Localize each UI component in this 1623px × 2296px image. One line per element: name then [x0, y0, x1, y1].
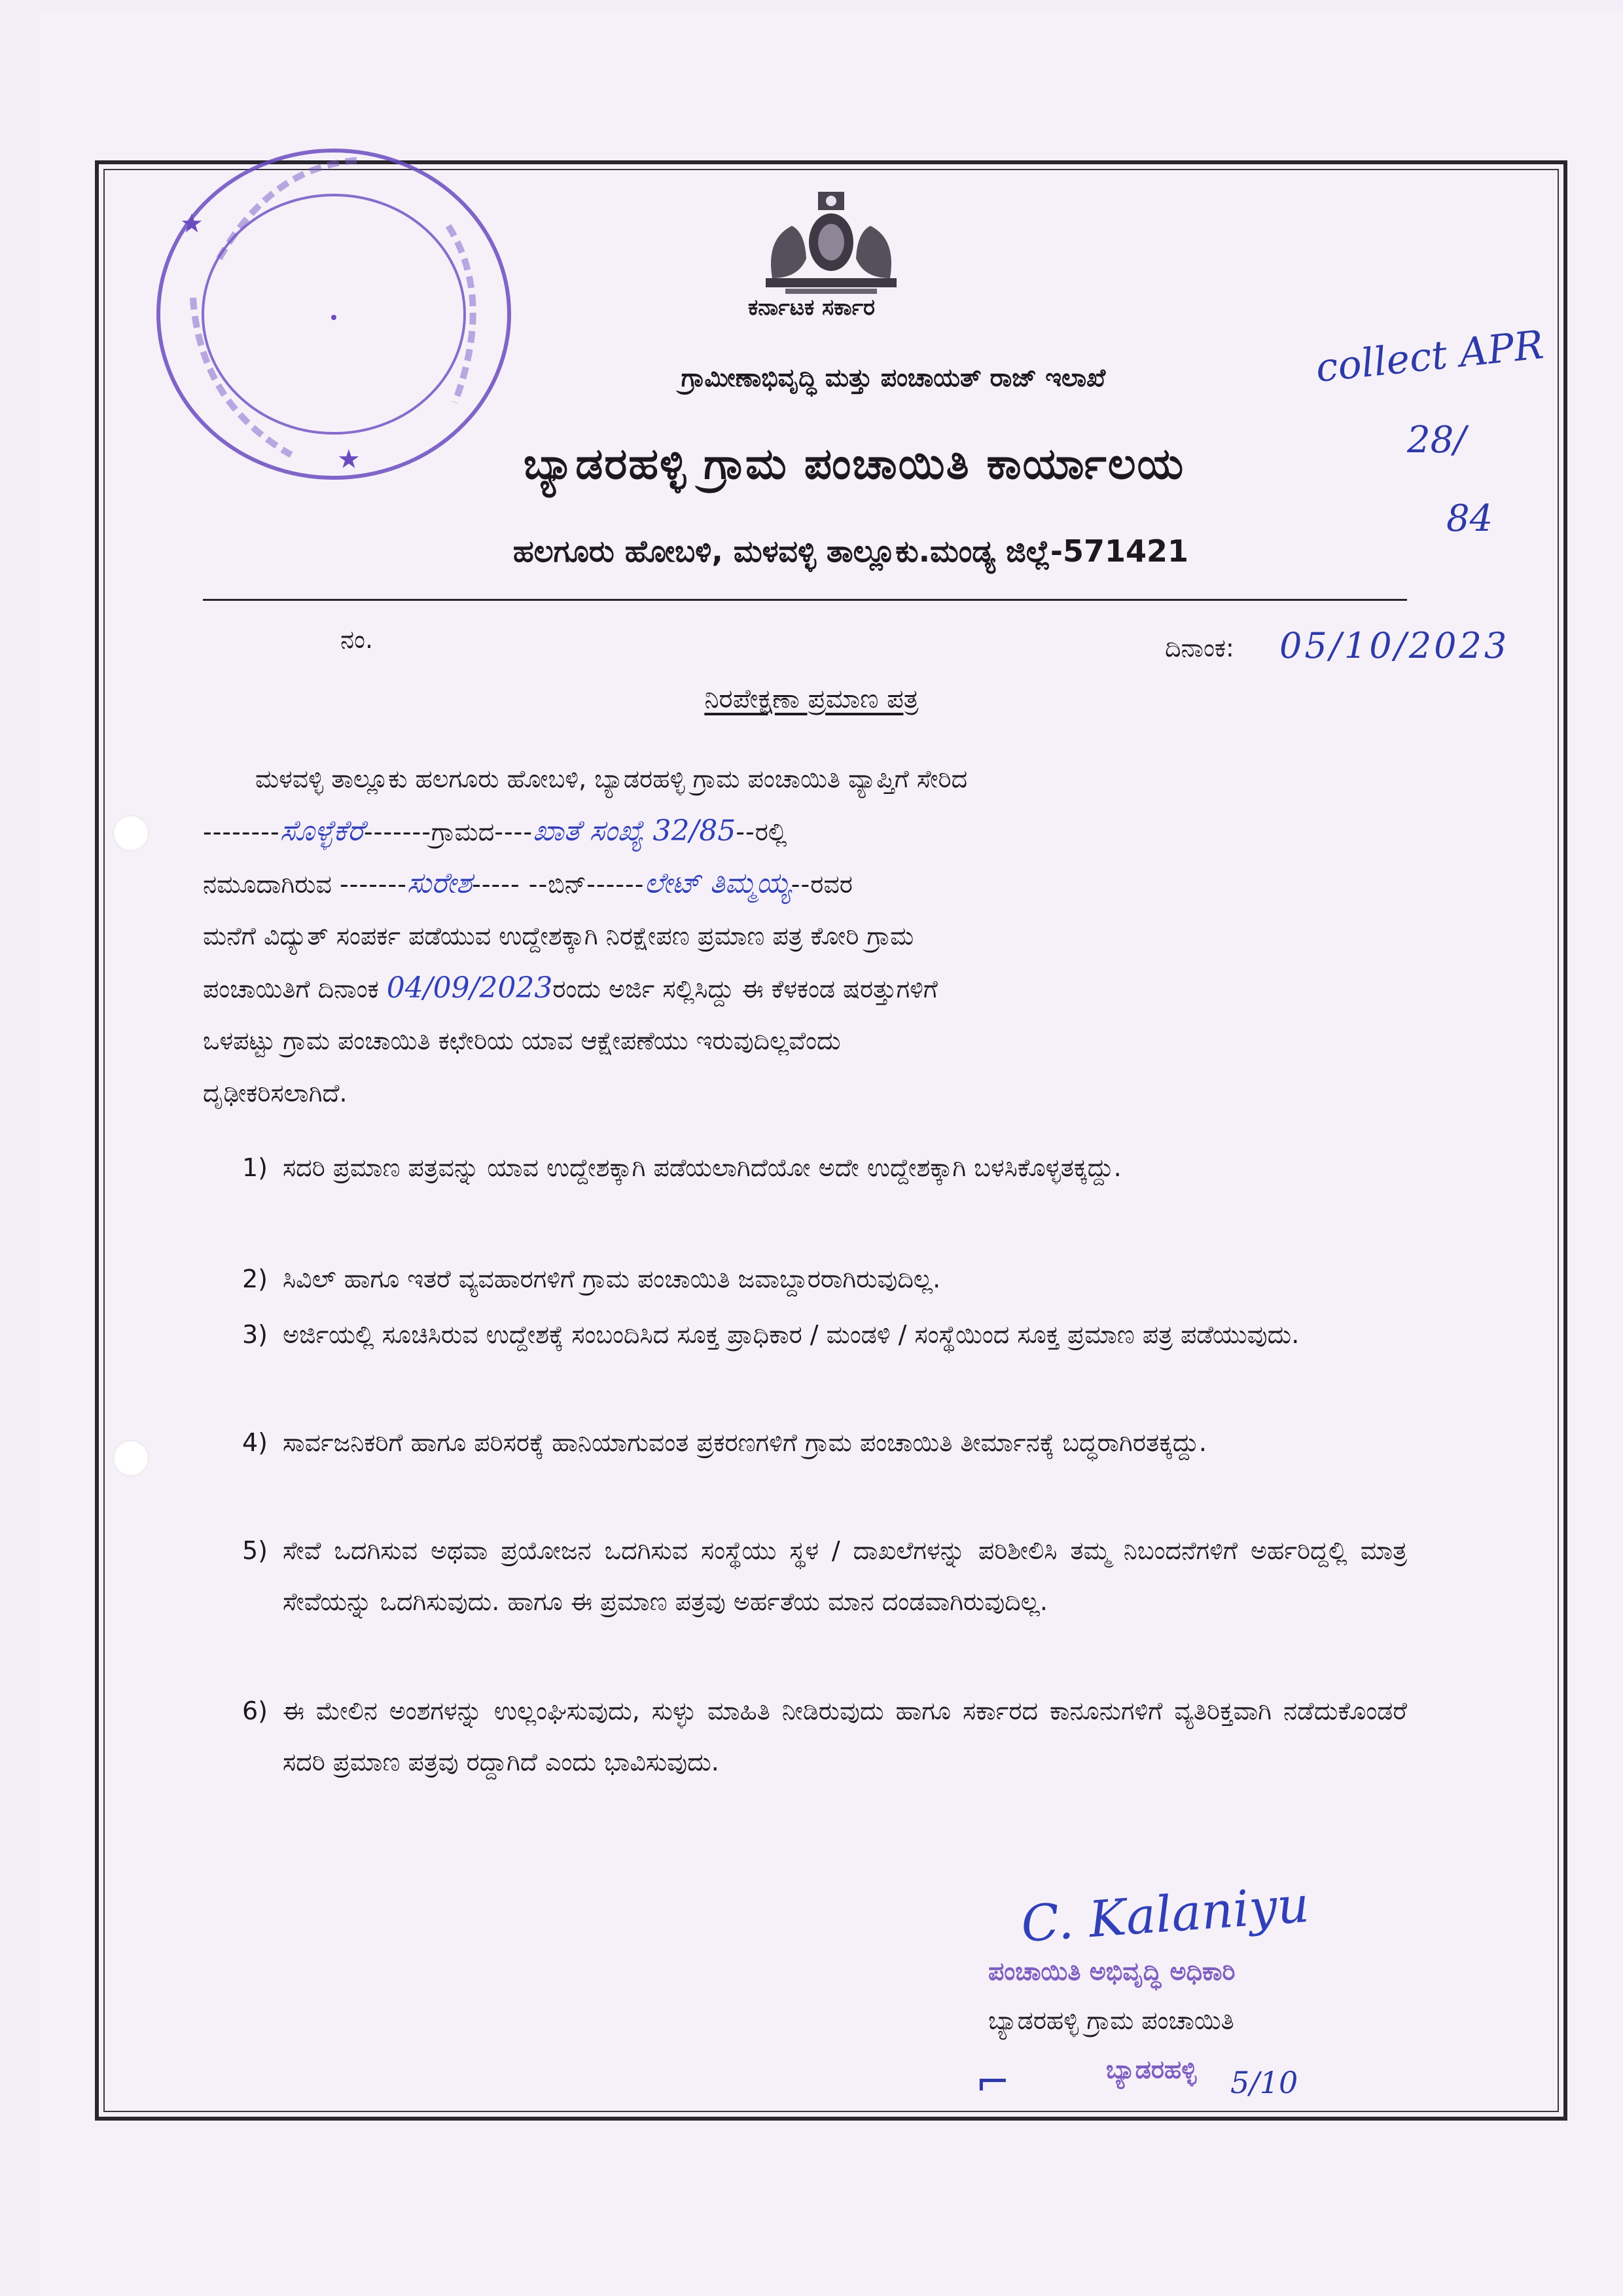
condition-text: ಈ ಮೇಲಿನ ಅಂಶಗಳನ್ನು ಉಲ್ಲಂಘಿಸುವುದು, ಸುಳ್ಳು ಮಾಹಿತಿ ನೀಡಿರುವುದು ಹಾಗೂ ಸರ್ಕಾರದ ಕಾನೂನುಗಳಿಗೆ ವ್ಯತಿರಿಕ್ತವಾಗಿ ನಡೆದುಕೊಂಡರೆ ಸದರಿ ಪ್ರಮಾಣ ಪತ್ರವು ರದ್ದಾಗಿದೆ ಎಂದು ಭಾವಿಸುವುದು.	[283, 1696, 1407, 1776]
condition-item	[242, 1142, 1407, 1193]
condition-number: 4)	[242, 1428, 268, 1457]
application-date: 04/09/2023	[386, 971, 553, 1005]
condition-number: 6)	[242, 1696, 268, 1725]
father-suffix: ರವರ	[810, 870, 853, 899]
condition-text: ಸಾರ್ವಜನಿಕರಿಗೆ ಹಾಗೂ ಪರಿಸರಕ್ಕೆ ಹಾನಿಯಾಗುವಂತ ಪ್ರಕರಣಗಳಿಗೆ ಗ್ರಾಮ ಪಂಚಾಯಿತಿ ತೀರ್ಮಾನಕ್ಕೆ ಬದ್ಧರಾಗಿರತಕ್ಕದ್ದು.	[283, 1428, 1207, 1457]
application-date-suffix: ರಂದು ಅರ್ಜಿ ಸಲ್ಲಿಸಿದ್ದು ಈ ಕೆಳಕಂಡ ಷರತ್ತುಗಳಿಗೆ	[552, 975, 938, 1003]
signature-date: 5/10	[1230, 2065, 1298, 2100]
handwritten-annotation-line2: 28/	[1407, 419, 1467, 461]
officer-office: ಬ್ಯಾಡರಹಳ್ಳಿ ಗ್ರಾಮ ಪಂಚಾಯಿತಿ	[988, 2006, 1234, 2035]
office-stamp-place: ಬ್ಯಾಡರಹಳ್ಳಿ	[1106, 2055, 1197, 2084]
blank-dashes: ----	[494, 817, 533, 846]
body-line-1: ಮಳವಳ್ಳಿ ತಾಲ್ಲೂಕು ಹಲಗೂರು ಹೋಬಳಿ, ಬ್ಯಾಡರಹಳ್ಳಿ ಗ್ರಾಮ ಪಂಚಾಯಿತಿ ವ್ಯಾಪ್ತಿಗೆ ಸೇರಿದ	[255, 764, 968, 793]
condition-text: ಸೇವೆ ಒದಗಿಸುವ ಅಥವಾ ಪ್ರಯೋಜನ ಒದಗಿಸುವ ಸಂಸ್ಥೆಯು ಸ್ಥಳ / ದಾಖಲೆಗಳನ್ನು ಪರಿಶೀಲಿಸಿ ತಮ್ಮ ನಿಬಂದನೆಗಳಿಗೆ ಅರ್ಹರಿದ್ದಲ್ಲಿ ಮಾತ್ರ ಸೇವೆಯನ್ನು ಒದಗಿಸುವುದು. ಹಾಗೂ ಈ ಪ್ರಮಾಣ ಪತ್ರವು ಅರ್ಹತೆಯ ಮಾನ ದಂಡವಾಗಿರುವುದಿಲ್ಲ.	[283, 1536, 1407, 1616]
condition-text: ಸದರಿ ಪ್ರಮಾಣ ಪತ್ರವನ್ನು ಯಾವ ಉದ್ದೇಶಕ್ಕಾಗಿ ಪಡೆಯಲಾಗಿದೆಯೋ ಅದೇ ಉದ್ದೇಶಕ್ಕಾಗಿ ಬಳಸಿಕೊಳ್ಳತಕ್ಕದ್ದು.	[283, 1153, 1122, 1182]
body-line-4: ಮನೆಗೆ ವಿದ್ಯುತ್ ಸಂಪರ್ಕ ಪಡೆಯುವ ಉದ್ದೇಶಕ್ಕಾಗಿ ನಿರಕ್ಷೇಪಣ ಪ್ರಮಾಣ ಪತ್ರ ಕೋರಿ ಗ್ರಾಮ	[203, 922, 914, 950]
punch-hole	[113, 815, 149, 852]
applicant-name: ಸುರೇಶ	[406, 867, 473, 900]
condition-number: 3)	[242, 1320, 268, 1349]
blank-dashes: ------	[586, 870, 645, 899]
initial-mark: ⌐	[975, 2058, 1010, 2107]
blank-dashes: --	[791, 870, 811, 899]
blank-dashes: -------	[363, 817, 431, 846]
property-number: ಖಾತೆ ಸಂಖ್ಯೆ 32/85	[533, 814, 736, 848]
date-value: 05/10/2023	[1279, 625, 1510, 666]
blank-dashes: -------	[339, 870, 407, 899]
header-divider	[203, 599, 1407, 601]
village-name: ಸೊಳ್ಳೆಕೆರೆ	[279, 814, 364, 848]
blank-dashes: --	[736, 817, 755, 846]
body-line-7: ದೃಢೀಕರಿಸಲಾಗಿದೆ.	[203, 1079, 348, 1107]
condition-item	[242, 1417, 1407, 1468]
svg-text:★: ★	[180, 209, 204, 239]
bin-label: ಬಿನ್	[548, 870, 587, 899]
condition-item	[242, 1253, 1407, 1304]
condition-item	[242, 1525, 1407, 1627]
date-label: ದಿನಾಂಕ:	[1165, 634, 1234, 662]
handwritten-annotation-line3: 84	[1446, 497, 1493, 540]
property-suffix: ರಲ್ಲಿ	[755, 817, 787, 846]
reference-number-label: ನಂ.	[340, 625, 374, 654]
condition-text: ಅರ್ಜಿಯಲ್ಲಿ ಸೂಚಿಸಿರುವ ಉದ್ದೇಶಕ್ಕೆ ಸಂಬಂದಿಸಿದ ಸೂಕ್ತ ಪ್ರಾಧಿಕಾರ / ಮಂಡಳಿ / ಸಂಸ್ಥೆಯಿಂದ ಸೂಕ್ತ ಪ್ರಮಾಣ ಪತ್ರ ಪಡೆಯುವುದು.	[283, 1320, 1300, 1349]
body-line-6: ಒಳಪಟ್ಟು ಗ್ರಾಮ ಪಂಚಾಯಿತಿ ಕಛೇರಿಯ ಯಾವ ಆಕ್ಷೇಪಣೆಯು ಇರುವುದಿಲ್ಲವೆಂದು	[203, 1026, 841, 1055]
application-date-prefix: ಪಂಚಾಯಿತಿಗೆ ದಿನಾಂಕ	[203, 975, 379, 1003]
blank-dashes: ----- --	[472, 870, 548, 899]
department-name: ಗ್ರಾಮೀಣಾಭಿವೃದ್ಧಿ ಮತ್ತು ಪಂಚಾಯತ್ ರಾಜ್ ಇಲಾಖೆ	[681, 363, 1106, 392]
officer-signature: C. Kalaniyu	[1019, 1874, 1311, 1954]
condition-number: 1)	[242, 1153, 268, 1182]
certificate-title	[0, 684, 1623, 714]
blank-dashes: --------	[203, 817, 280, 846]
office-address: ಹಲಗೂರು ಹೋಬಳಿ, ಮಳವಳ್ಳಿ ತಾಲ್ಲೂಕು.ಮಂಡ್ಯ ಜಿಲ್ಲೆ-571421	[512, 533, 1189, 569]
svg-text:★: ★	[337, 444, 361, 475]
body-line-3	[203, 857, 1407, 910]
government-name: ಕರ್ನಾಟಕ ಸರ್ಕಾರ	[747, 295, 876, 321]
body-line-5	[203, 962, 1407, 1014]
state-emblem	[746, 187, 916, 298]
condition-number: 5)	[242, 1536, 268, 1565]
body-line-2	[203, 805, 1407, 857]
condition-item	[242, 1685, 1407, 1787]
condition-item	[242, 1309, 1407, 1360]
village-suffix: ಗ್ರಾಮದ	[431, 817, 495, 846]
handwritten-annotation: collect APR	[1313, 321, 1546, 392]
officer-designation: ಪಂಚಾಯಿತಿ ಅಭಿವೃದ್ಧಿ ಅಧಿಕಾರಿ	[988, 1957, 1236, 1986]
office-title: ಬ್ಯಾಡರಹಳ್ಳಿ ಗ್ರಾಮ ಪಂಚಾಯಿತಿ ಕಾರ್ಯಾಲಯ	[523, 439, 1185, 489]
punch-hole	[113, 1440, 149, 1477]
condition-number: 2)	[242, 1265, 268, 1293]
registered-label: ನಮೂದಾಗಿರುವ	[203, 870, 332, 899]
condition-text: ಸಿವಿಲ್ ಹಾಗೂ ಇತರೆ ವ್ಯವಹಾರಗಳಿಗೆ ಗ್ರಾಮ ಪಂಚಾಯಿತಿ ಜವಾಬ್ದಾರರಾಗಿರುವುದಿಲ್ಲ.	[283, 1265, 941, 1293]
certificate-title-text: ನಿರಪೇಕ್ಷಣಾ ಪ್ರಮಾಣ ಪತ್ರ	[704, 684, 919, 714]
father-name: ಲೇಟ್ ತಿಮ್ಮಯ್ಯ	[644, 867, 791, 900]
